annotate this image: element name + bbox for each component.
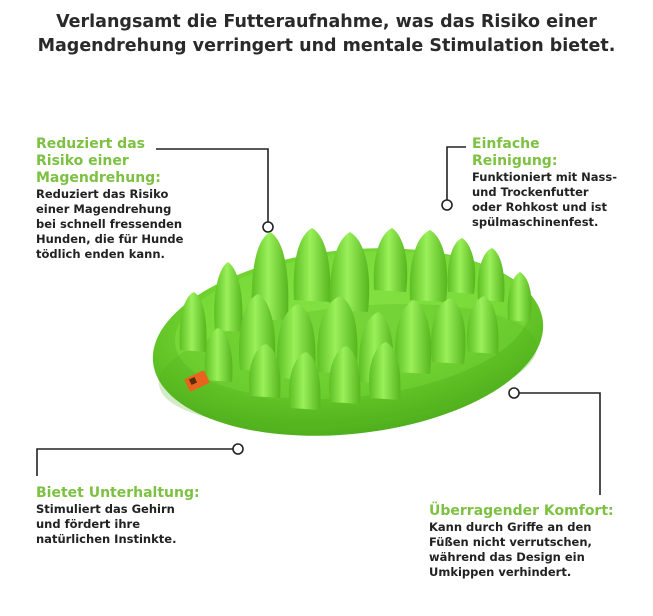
feature-title-line: Magendrehung: bbox=[36, 170, 161, 186]
feature-easy-cleaning bbox=[472, 136, 647, 230]
feature-entertainment-body bbox=[36, 502, 236, 547]
feature-title-line: Überragender Komfort: bbox=[429, 503, 614, 519]
feature-reduce-risk-body bbox=[36, 187, 186, 262]
feature-body-line: während das Design ein bbox=[429, 550, 585, 564]
feature-comfort-body bbox=[429, 520, 649, 580]
feature-body-line: Umkippen verhindert. bbox=[429, 565, 572, 579]
feature-entertainment bbox=[36, 485, 236, 547]
headline-line-2: Magendrehung verringert und mentale Stimulation bietet. bbox=[37, 36, 616, 56]
feature-body-line: Hunden, die für Hunde bbox=[36, 232, 184, 246]
feature-body-line: Stimuliert das Gehirn bbox=[36, 502, 175, 516]
callout-line-fun bbox=[37, 444, 243, 476]
feature-comfort bbox=[429, 503, 649, 580]
feature-reduce-risk-title bbox=[36, 136, 186, 187]
headline-line-1: Verlangsamt die Futteraufnahme, was das Risiko einer bbox=[56, 12, 597, 32]
callout-line-comfort bbox=[509, 388, 600, 495]
feature-entertainment-title bbox=[36, 485, 236, 502]
feature-easy-cleaning-body bbox=[472, 170, 647, 230]
feature-title-line: Risiko einer bbox=[36, 153, 129, 169]
feature-body-line: Funktioniert mit Nass- bbox=[472, 170, 618, 184]
feature-easy-cleaning-title bbox=[472, 136, 647, 170]
feature-body-line: Reduziert das Risiko bbox=[36, 187, 169, 201]
feature-body-line: tödlich enden kann. bbox=[36, 247, 165, 261]
slow-feeder-bowl bbox=[143, 228, 552, 454]
feature-body-line: und fördert ihre bbox=[36, 517, 140, 531]
feature-body-line: einer Magendrehung bbox=[36, 202, 172, 216]
feature-body-line: bei schnell fressenden bbox=[36, 217, 183, 231]
callout-line-clean bbox=[442, 147, 466, 210]
feature-title-line: Reduziert das bbox=[36, 136, 145, 152]
feature-body-line: Füßen nicht verrutschen, bbox=[429, 535, 592, 549]
feature-body-line: natürlichen Instinkte. bbox=[36, 532, 177, 546]
feature-body-line: Kann durch Griffe an den bbox=[429, 520, 592, 534]
feature-title-line: Reinigung: bbox=[472, 153, 558, 169]
feature-body-line: spülmaschinenfest. bbox=[472, 215, 599, 229]
feature-title-line: Bietet Unterhaltung: bbox=[36, 485, 200, 501]
feature-body-line: und Trockenfutter bbox=[472, 185, 589, 199]
feature-reduce-risk bbox=[36, 136, 186, 262]
feature-title-line: Einfache bbox=[472, 136, 540, 152]
feature-comfort-title bbox=[429, 503, 649, 520]
feature-body-line: oder Rohkost und ist bbox=[472, 200, 608, 214]
